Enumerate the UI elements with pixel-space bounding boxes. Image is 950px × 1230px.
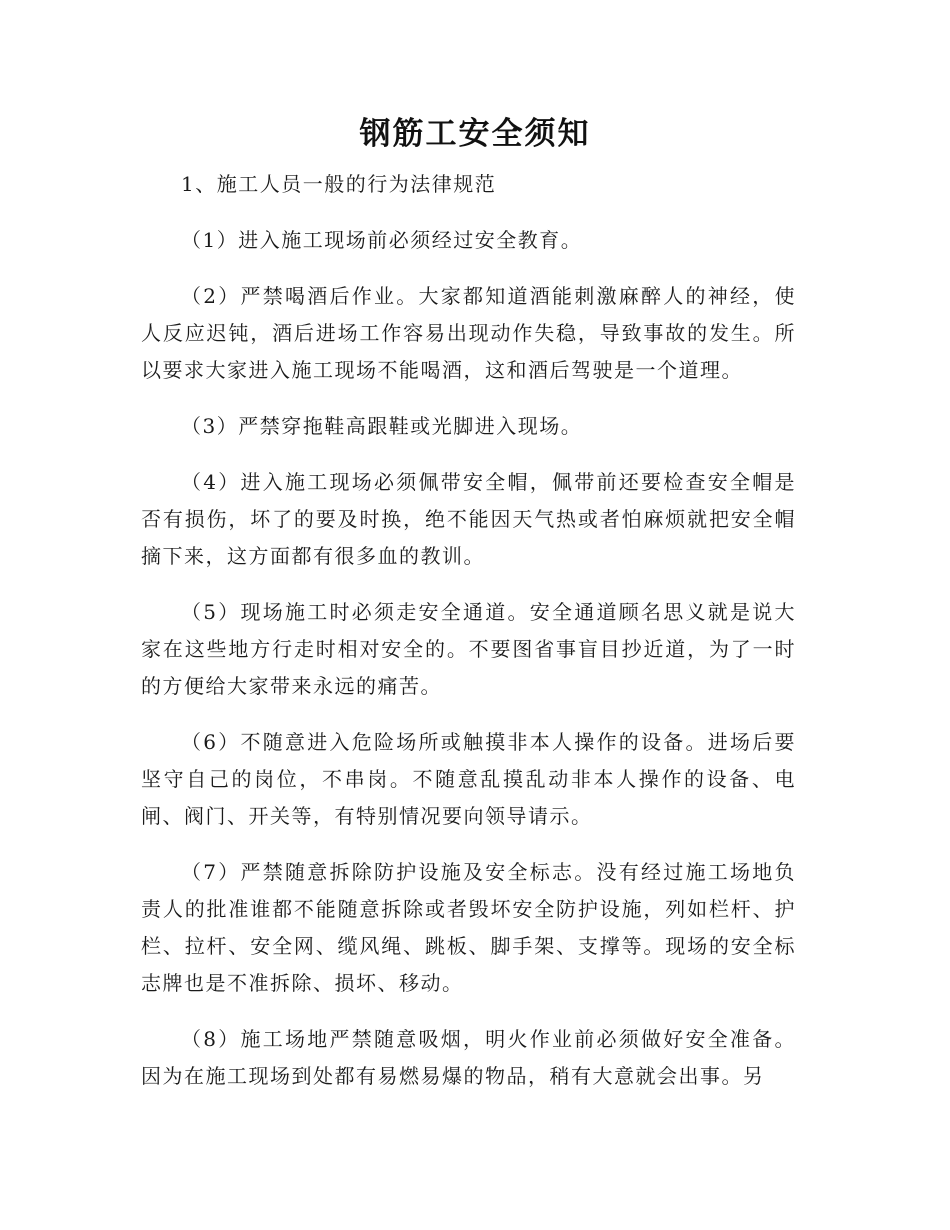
paragraph-5: （5）现场施工时必须走安全通道。安全通道顾名思义就是说大家在这些地方行走时相对安全的。不要图省事盲目抄近道，为了一时的方便给大家带来永远的痛苦。 — [141, 600, 796, 698]
paragraph-1: （1）进入施工现场前必须经过安全教育。 — [181, 228, 583, 252]
paragraph-7: （7）严禁随意拆除防护设施及安全标志。没有经过施工场地负责人的批准谁都不能随意拆除或者毁坏安全防护设施，列如栏杆、护栏、拉杆、安全网、缆风绳、跳板、脚手架、支撑等。现场的安全标志牌也是不准拆除、损坏、移动。 — [141, 860, 796, 995]
paragraph-4: （4）进入施工现场必须佩带安全帽，佩带前还要检查安全帽是否有损伤，坏了的要及时换，绝不能因天气热或者怕麻烦就把安全帽摘下来，这方面都有很多血的教训。 — [141, 470, 796, 568]
paragraph-6: （6）不随意进入危险场所或触摸非本人操作的设备。进场后要坚守自己的岗位，不串岗。不随意乱摸乱动非本人操作的设备、电闸、阀门、开关等，有特别情况要向领导请示。 — [141, 730, 796, 828]
paragraph-8: （8）施工场地严禁随意吸烟，明火作业前必须做好安全准备。因为在施工现场到处都有易燃易爆的物品，稍有大意就会出事。另 — [141, 1027, 796, 1088]
section-heading: 1、施工人员一般的行为法律规范 — [181, 172, 497, 196]
paragraph-3: （3）严禁穿拖鞋高跟鞋或光脚进入现场。 — [181, 414, 583, 438]
document-body — [141, 166, 796, 1114]
document-title: 钢筋工安全须知 — [359, 116, 591, 152]
paragraph-2: （2）严禁喝酒后作业。大家都知道酒能刺激麻醉人的神经，使人反应迟钝，酒后进场工作容易出现动作失稳，导致事故的发生。所以要求大家进入施工现场不能喝酒，这和酒后驾驶是一个道理。 — [141, 284, 796, 382]
